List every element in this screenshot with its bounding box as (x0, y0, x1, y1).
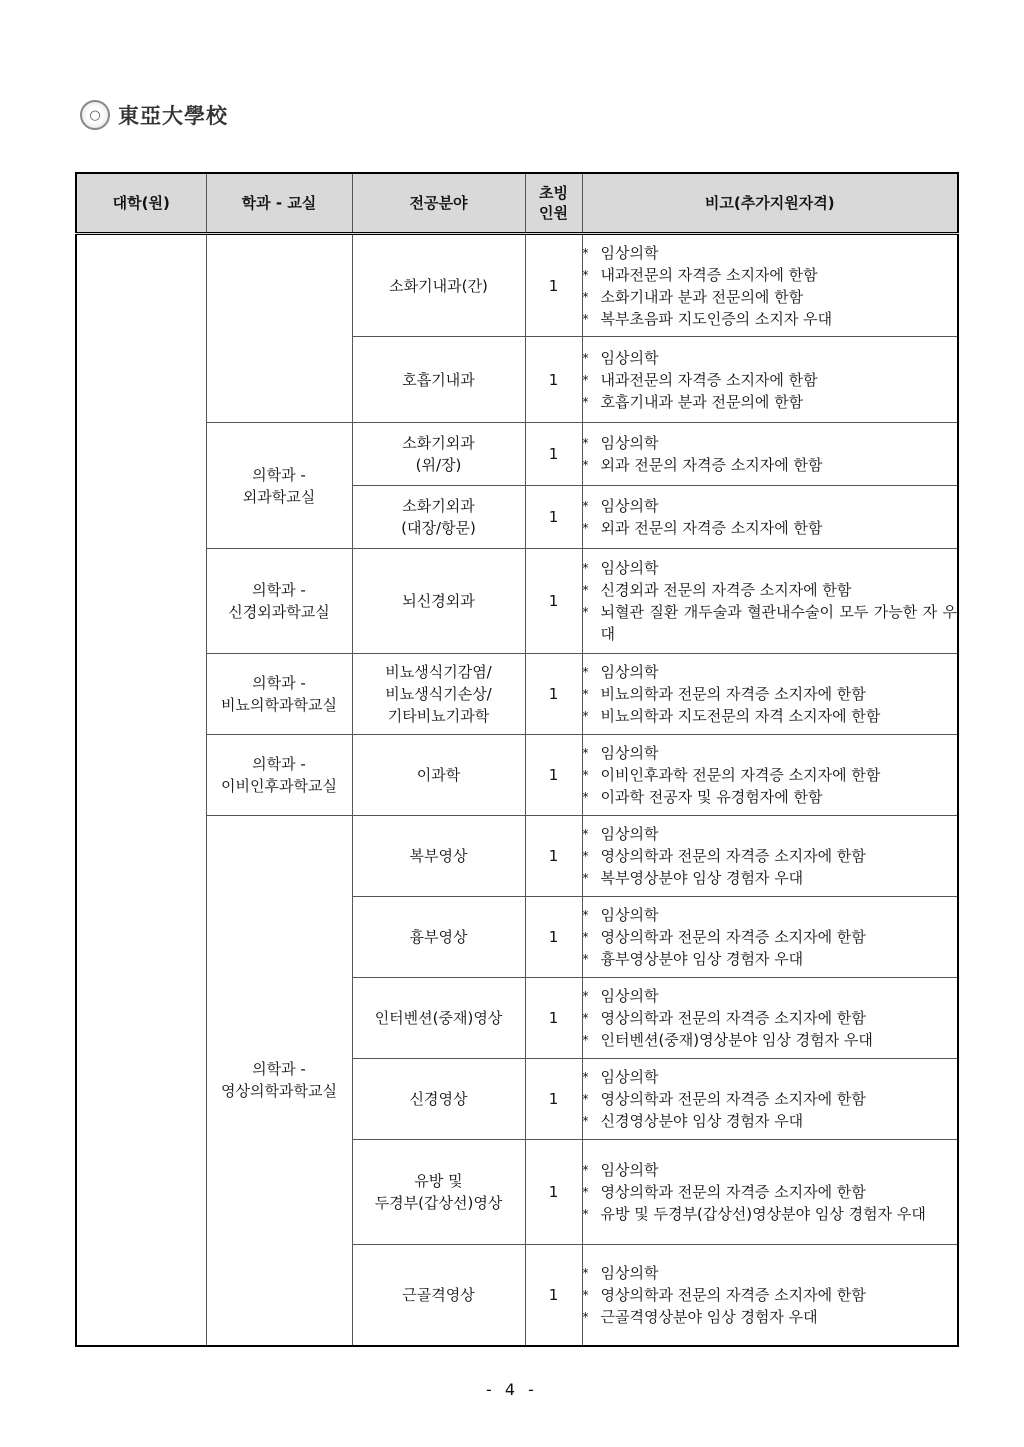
asterisk-bullet-icon: * (582, 768, 589, 782)
table-header-row (76, 173, 958, 234)
asterisk-bullet-icon: * (582, 350, 589, 365)
asterisk-bullet-icon: * (582, 1309, 589, 1324)
asterisk-bullet-icon: * (582, 871, 589, 885)
remark-text: 임상의학 (600, 348, 659, 367)
remark-item (583, 786, 958, 808)
asterisk-bullet-icon: * (582, 790, 589, 804)
major-cell (352, 1140, 525, 1245)
major-cell (352, 735, 525, 816)
major-cell (352, 337, 525, 423)
count-cell: 1 (525, 234, 582, 337)
remark-item (583, 985, 958, 1007)
remark-text: 소화기내과 분과 전문의에 한함 (600, 287, 804, 306)
remark-item (583, 242, 958, 264)
asterisk-bullet-icon: * (582, 583, 589, 597)
remark-text: 임상의학 (600, 243, 659, 262)
header-major: 전공분야 (352, 173, 525, 234)
remark-item (583, 308, 958, 330)
remark-text: 외과 전문의 자격증 소지자에 한함 (600, 456, 823, 474)
table-row (76, 735, 958, 816)
asterisk-bullet-icon: * (582, 665, 589, 679)
remark-item (583, 661, 958, 683)
remark-text: 영상의학과 전문의 자격증 소지자에 한함 (600, 1009, 866, 1027)
remark-item (583, 517, 958, 539)
header-remarks: 비고(추가지원자격) (582, 173, 958, 234)
remark-text: 이비인후과학 전문의 자격증 소지자에 한함 (600, 766, 881, 784)
asterisk-bullet-icon: * (582, 521, 589, 535)
remark-text: 영상의학과 전문의 자격증 소지자에 한함 (600, 928, 866, 946)
remark-text: 비뇨의학과 전문의 자격증 소지자에 한함 (600, 685, 866, 703)
remark-item (583, 1306, 958, 1328)
asterisk-bullet-icon: * (582, 1070, 589, 1084)
remark-item (583, 705, 958, 727)
remark-item (583, 347, 958, 369)
asterisk-bullet-icon: * (582, 1011, 589, 1025)
remark-item (583, 369, 958, 391)
asterisk-bullet-icon: * (582, 709, 589, 723)
asterisk-bullet-icon: * (582, 436, 589, 450)
remark-item (583, 1262, 958, 1284)
count-cell: 1 (525, 1245, 582, 1346)
major-label: 유방 및 두경부(갑상선)영상 (374, 1172, 503, 1212)
remark-item (583, 601, 958, 645)
major-label: 근골격영상 (402, 1285, 475, 1304)
remarks-cell (582, 337, 958, 423)
major-cell (352, 897, 525, 978)
remark-item (583, 1110, 958, 1132)
remark-item (583, 1066, 958, 1088)
asterisk-bullet-icon: * (582, 1114, 589, 1128)
asterisk-bullet-icon: * (582, 1287, 589, 1302)
asterisk-bullet-icon: * (582, 561, 589, 575)
remark-item (583, 904, 958, 926)
college-cell (76, 234, 206, 1346)
institution-name: 東亞大學校 (118, 103, 228, 128)
count-cell: 1 (525, 486, 582, 549)
remark-text: 비뇨의학과 지도전문의 자격 소지자에 한함 (600, 707, 881, 725)
major-label: 복부영상 (409, 847, 468, 865)
major-cell (352, 549, 525, 654)
count-cell: 1 (525, 337, 582, 423)
remark-item (583, 742, 958, 764)
remark-item (583, 1007, 958, 1029)
department-cell (206, 654, 352, 735)
remarks-cell (582, 1059, 958, 1140)
asterisk-bullet-icon: * (582, 267, 589, 282)
department-cell (206, 549, 352, 654)
remark-item (583, 823, 958, 845)
asterisk-bullet-icon: * (582, 827, 589, 841)
remark-item (583, 579, 958, 601)
table-row (76, 234, 958, 337)
major-cell (352, 486, 525, 549)
remarks-cell (582, 654, 958, 735)
header-count (525, 173, 582, 234)
remark-text: 영상의학과 전문의 자격증 소지자에 한함 (600, 1183, 866, 1201)
major-label: 신경영상 (409, 1090, 468, 1108)
asterisk-bullet-icon: * (582, 930, 589, 944)
count-cell: 1 (525, 423, 582, 486)
count-cell: 1 (525, 1059, 582, 1140)
remark-item (583, 1284, 958, 1306)
major-label: 흉부영상 (409, 928, 468, 946)
asterisk-bullet-icon: * (582, 1033, 589, 1047)
header-department: 학과 - 교실 (206, 173, 352, 234)
asterisk-bullet-icon: * (582, 458, 589, 472)
remark-text: 내과전문의 자격증 소지자에 한함 (600, 370, 818, 389)
remarks-cell (582, 423, 958, 486)
remark-text: 인터벤션(중재)영상분야 임상 경험자 우대 (600, 1031, 873, 1049)
count-cell: 1 (525, 897, 582, 978)
table-row (76, 549, 958, 654)
remark-text: 임상의학 (600, 906, 659, 924)
asterisk-bullet-icon: * (582, 989, 589, 1003)
department-label: 의학과 - 신경외과학교실 (228, 581, 330, 621)
major-cell (352, 1059, 525, 1140)
asterisk-bullet-icon: * (582, 849, 589, 863)
remark-text: 신경영상분야 임상 경험자 우대 (600, 1112, 804, 1130)
remark-text: 복부영상분야 임상 경험자 우대 (600, 869, 804, 887)
remark-text: 임상의학 (600, 497, 659, 515)
page-number: - 4 - (486, 1380, 538, 1399)
remarks-cell (582, 1140, 958, 1245)
asterisk-bullet-icon: * (582, 952, 589, 966)
remark-item (583, 1088, 958, 1110)
major-cell (352, 423, 525, 486)
major-label: 비뇨생식기감염/ 비뇨생식기손상/ 기타비뇨기과학 (385, 663, 492, 725)
remark-item (583, 683, 958, 705)
remark-item (583, 454, 958, 476)
remark-text: 근골격영상분야 임상 경험자 우대 (600, 1307, 818, 1326)
major-label: 뇌신경외과 (402, 592, 475, 610)
remark-text: 외과 전문의 자격증 소지자에 한함 (600, 519, 823, 537)
major-cell (352, 654, 525, 735)
remarks-cell (582, 486, 958, 549)
department-label: 의학과 - 영상의학과학교실 (221, 1060, 337, 1101)
remark-item (583, 764, 958, 786)
major-cell (352, 816, 525, 897)
remarks-cell (582, 549, 958, 654)
count-cell: 1 (525, 549, 582, 654)
count-cell: 1 (525, 978, 582, 1059)
remark-item (583, 867, 958, 889)
remarks-cell (582, 1245, 958, 1346)
major-label: 인터벤션(중재)영상 (374, 1009, 503, 1027)
asterisk-bullet-icon: * (582, 1092, 589, 1106)
asterisk-bullet-icon: * (582, 908, 589, 922)
remark-item (583, 845, 958, 867)
remark-item (583, 286, 958, 308)
major-label: 소화기내과(간) (389, 276, 488, 295)
remark-item (583, 391, 958, 413)
remark-text: 영상의학과 전문의 자격증 소지자에 한함 (600, 1285, 866, 1304)
department-label: 의학과 - 이비인후과학교실 (221, 755, 337, 795)
remarks-cell (582, 816, 958, 897)
remarks-cell (582, 234, 958, 337)
major-label: 소화기외과 (위/장) (402, 434, 475, 474)
count-cell: 1 (525, 1140, 582, 1245)
university-logo (80, 100, 228, 130)
header-college: 대학(원) (76, 173, 206, 234)
asterisk-bullet-icon: * (582, 394, 589, 409)
table-row (76, 816, 958, 897)
department-cell (206, 735, 352, 816)
asterisk-bullet-icon: * (582, 372, 589, 387)
remark-text: 임상의학 (600, 825, 659, 843)
count-cell: 1 (525, 816, 582, 897)
asterisk-bullet-icon: * (582, 289, 589, 304)
remark-text: 임상의학 (600, 744, 659, 762)
remark-text: 임상의학 (600, 434, 659, 452)
remark-text: 임상의학 (600, 559, 659, 577)
table-row (76, 423, 958, 486)
count-cell: 1 (525, 654, 582, 735)
asterisk-bullet-icon: * (582, 1265, 589, 1280)
header-count-label: 초빙 인원 (539, 184, 568, 222)
remark-item (583, 432, 958, 454)
remark-item (583, 1181, 958, 1203)
remark-text: 유방 및 두경부(갑상선)영상분야 임상 경험자 우대 (600, 1205, 926, 1223)
asterisk-bullet-icon: * (582, 311, 589, 326)
recruitment-table (75, 172, 959, 1347)
asterisk-bullet-icon: * (582, 605, 589, 619)
university-seal-icon: ○ (80, 100, 110, 130)
remark-item (583, 1159, 958, 1181)
remark-text: 임상의학 (600, 1161, 659, 1179)
asterisk-bullet-icon: * (582, 687, 589, 701)
major-cell (352, 978, 525, 1059)
count-cell: 1 (525, 735, 582, 816)
remark-text: 내과전문의 자격증 소지자에 한함 (600, 265, 818, 284)
asterisk-bullet-icon: * (582, 1207, 589, 1221)
remark-item (583, 557, 958, 579)
table-body (76, 234, 958, 1346)
remark-text: 신경외과 전문의 자격증 소지자에 한함 (600, 581, 852, 599)
major-label: 이과학 (416, 766, 461, 784)
remark-text: 흉부영상분야 임상 경험자 우대 (600, 950, 804, 968)
remarks-cell (582, 897, 958, 978)
asterisk-bullet-icon: * (582, 1163, 589, 1177)
remark-text: 임상의학 (600, 1068, 659, 1086)
department-label: 의학과 - 비뇨의학과학교실 (221, 674, 337, 714)
remark-item (583, 926, 958, 948)
major-label: 소화기외과 (대장/항문) (401, 497, 476, 537)
asterisk-bullet-icon: * (582, 1185, 589, 1199)
remark-text: 영상의학과 전문의 자격증 소지자에 한함 (600, 1090, 866, 1108)
asterisk-bullet-icon: * (582, 499, 589, 513)
remark-item (583, 1203, 958, 1225)
remark-item (583, 1029, 958, 1051)
major-cell (352, 234, 525, 337)
remark-text: 이과학 전공자 및 유경험자에 한함 (600, 788, 823, 806)
remarks-cell (582, 735, 958, 816)
remark-text: 호흡기내과 분과 전문의에 한함 (600, 392, 804, 411)
major-label: 호흡기내과 (402, 370, 475, 389)
remark-item (583, 948, 958, 970)
department-cell (206, 234, 352, 423)
asterisk-bullet-icon: * (582, 746, 589, 760)
remark-text: 복부초음파 지도인증의 소지자 우대 (600, 309, 833, 328)
department-cell (206, 816, 352, 1346)
department-cell (206, 423, 352, 549)
department-label: 의학과 - 외과학교실 (242, 465, 316, 506)
remark-text: 뇌혈관 질환 개두술과 혈관내수술이 모두 가능한 자 우대 (600, 603, 957, 643)
remark-item (583, 495, 958, 517)
remark-text: 임상의학 (600, 1263, 659, 1282)
remark-text: 임상의학 (600, 663, 659, 681)
remark-text: 임상의학 (600, 987, 659, 1005)
remarks-cell (582, 978, 958, 1059)
remark-text: 영상의학과 전문의 자격증 소지자에 한함 (600, 847, 866, 865)
table-row (76, 654, 958, 735)
remark-item (583, 264, 958, 286)
asterisk-bullet-icon: * (582, 245, 589, 260)
major-cell (352, 1245, 525, 1346)
